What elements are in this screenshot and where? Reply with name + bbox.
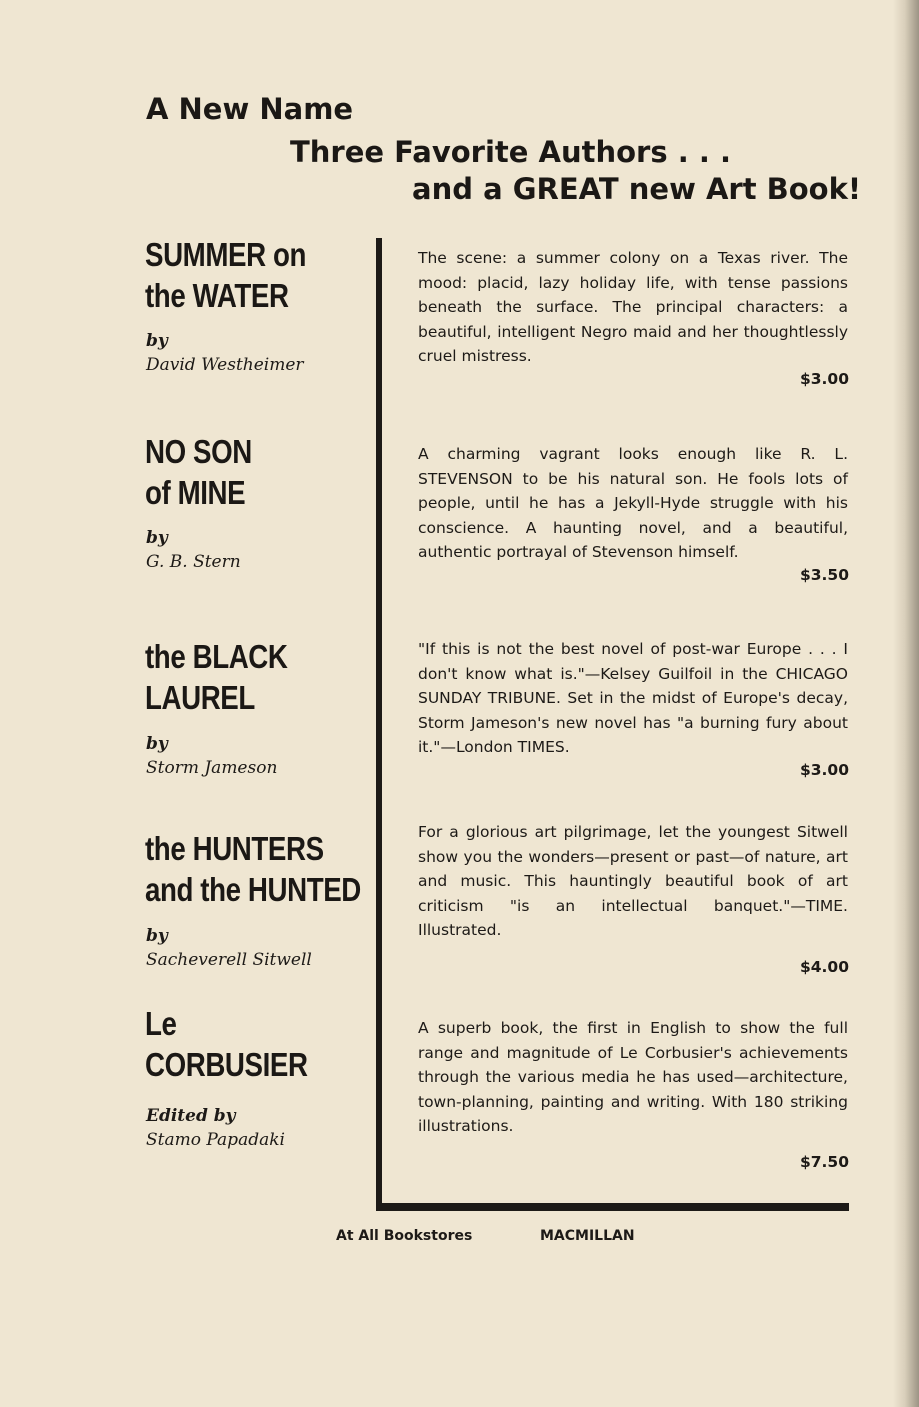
book-title-the-hunters-and-the-hunted: the HUNTERS and the HUNTED — [145, 830, 361, 908]
book-price: $7.50 — [799, 1153, 849, 1171]
book-price: $3.50 — [799, 566, 849, 584]
author-name: David Westheimer — [146, 355, 304, 375]
author-block-stern — [146, 526, 374, 574]
by-label: by — [146, 926, 168, 946]
page-edge-shadow — [893, 0, 919, 1407]
book-title-no-son-of-mine: NO SON of MINE — [145, 433, 252, 511]
by-label: by — [146, 528, 168, 548]
bottom-rule — [376, 1203, 849, 1211]
book-price: $3.00 — [799, 761, 849, 779]
book-price: $4.00 — [799, 958, 849, 976]
author-name: Stamo Papadaki — [146, 1130, 285, 1150]
book-description: A charming vagrant looks enough like R. L. STEVENSON to be his natural son. He fools lots of people, until he has a Jekyll-Hyde struggle with his conscience. A haunting novel, and a beautiful, authentic portrayal of Stevenson himself. — [418, 445, 848, 562]
book-description: For a glorious art pilgrimage, let the youngest Sitwell show you the wonders—present or past—of nature, art and music. This hauntingly beautiful book of art criticism "is an intellectual banquet."—TIME. Illustrated. — [418, 823, 848, 940]
footer-availability: At All Bookstores — [336, 1228, 473, 1244]
author-block-papadaki — [146, 1104, 374, 1152]
book-price: $3.00 — [799, 370, 849, 388]
edited-by-label: Edited by — [146, 1106, 236, 1126]
author-block-jameson — [146, 732, 374, 780]
footer-publisher: MACMILLAN — [540, 1228, 635, 1244]
author-name: G. B. Stern — [146, 552, 241, 572]
headline-line-2: Three Favorite Authors . . . — [290, 135, 731, 169]
book-description: A superb book, the first in English to show the full range and magnitude of Le Corbusier's achievements through the various media he has used—architecture, town-planning, painting and writing. With 180 striking illustrations. — [418, 1019, 848, 1136]
headline-line-3: and a GREAT new Art Book! — [412, 172, 862, 206]
author-name: Sacheverell Sitwell — [146, 950, 312, 970]
book-title-the-black-laurel: the BLACK LAUREL — [145, 638, 288, 716]
book-description: The scene: a summer colony on a Texas river. The mood: placid, lazy holiday life, with tense passions beneath the surface. The principal characters: a beautiful, intelligent Negro maid and her thoughtlessly cruel mistress. — [418, 249, 848, 366]
by-label: by — [146, 331, 168, 351]
book-title-le-corbusier: Le CORBUSIER — [145, 1005, 308, 1083]
vertical-divider — [376, 238, 382, 1211]
author-name: Storm Jameson — [146, 758, 278, 778]
book-title-summer-on-the-water: SUMMER on the WATER — [145, 236, 306, 314]
author-block-sitwell — [146, 924, 374, 972]
headline-line-1: A New Name — [146, 92, 354, 126]
by-label: by — [146, 734, 168, 754]
book-description: "If this is not the best novel of post-war Europe . . . I don't know what is."—Kelsey Guilfoil in the CHICAGO SUNDAY TRIBUNE. Set in the midst of Europe's decay, Storm Jameson's new novel has "a burning fury about it."—London TIMES. — [418, 640, 848, 757]
author-block-westheimer — [146, 329, 374, 377]
